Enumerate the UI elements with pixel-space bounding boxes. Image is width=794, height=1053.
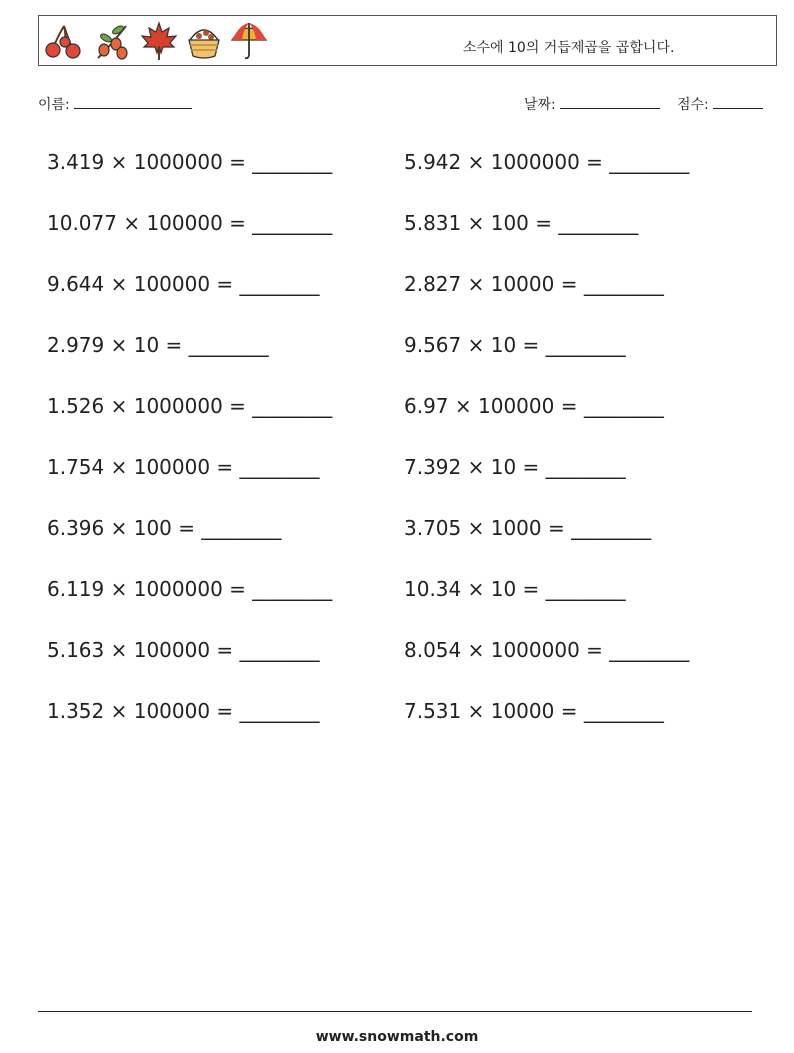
- date-label: 날짜:: [524, 97, 556, 113]
- cherries-icon: [44, 20, 84, 62]
- problem-item: 10.077 × 100000 = ________: [47, 211, 333, 235]
- worksheet-title: 소수에 10의 거듭제곱을 곱합니다.: [463, 40, 675, 56]
- problem-item: 5.163 × 100000 = ________: [47, 638, 320, 662]
- problem-item: 1.352 × 100000 = ________: [47, 699, 320, 723]
- problem-item: 10.34 × 10 = ________: [404, 577, 626, 601]
- score-blank[interactable]: [713, 96, 763, 109]
- name-blank[interactable]: [74, 96, 192, 109]
- problem-item: 3.419 × 1000000 = ________: [47, 150, 333, 174]
- problem-item: 8.054 × 1000000 = ________: [404, 638, 690, 662]
- problem-item: 1.754 × 100000 = ________: [47, 455, 320, 479]
- problem-item: 6.119 × 1000000 = ________: [47, 577, 333, 601]
- problem-item: 9.644 × 100000 = ________: [47, 272, 320, 296]
- score-field: [677, 94, 763, 114]
- problem-item: 3.705 × 1000 = ________: [404, 516, 652, 540]
- rosehip-branch-icon: [92, 20, 132, 62]
- problem-item: 2.827 × 10000 = ________: [404, 272, 664, 296]
- problem-item: 5.942 × 1000000 = ________: [404, 150, 690, 174]
- maple-leaf-icon: [139, 20, 179, 62]
- footer-site: www.snowmath.com: [315, 1029, 479, 1045]
- date-blank[interactable]: [560, 96, 660, 109]
- footer-divider: [38, 1011, 752, 1012]
- worksheet-header: [38, 15, 777, 66]
- problem-item: 9.567 × 10 = ________: [404, 333, 626, 357]
- date-field: [524, 94, 660, 114]
- score-label: 점수:: [677, 97, 709, 113]
- umbrella-icon: [229, 20, 269, 62]
- problem-item: 5.831 × 100 = ________: [404, 211, 639, 235]
- problem-item: 6.97 × 100000 = ________: [404, 394, 664, 418]
- nut-basket-icon: [184, 20, 224, 62]
- problem-item: 6.396 × 100 = ________: [47, 516, 282, 540]
- name-field: [38, 94, 192, 114]
- problem-item: 1.526 × 1000000 = ________: [47, 394, 333, 418]
- problem-item: 7.392 × 10 = ________: [404, 455, 626, 479]
- problem-item: 2.979 × 10 = ________: [47, 333, 269, 357]
- name-label: 이름:: [38, 97, 70, 113]
- problem-item: 7.531 × 10000 = ________: [404, 699, 664, 723]
